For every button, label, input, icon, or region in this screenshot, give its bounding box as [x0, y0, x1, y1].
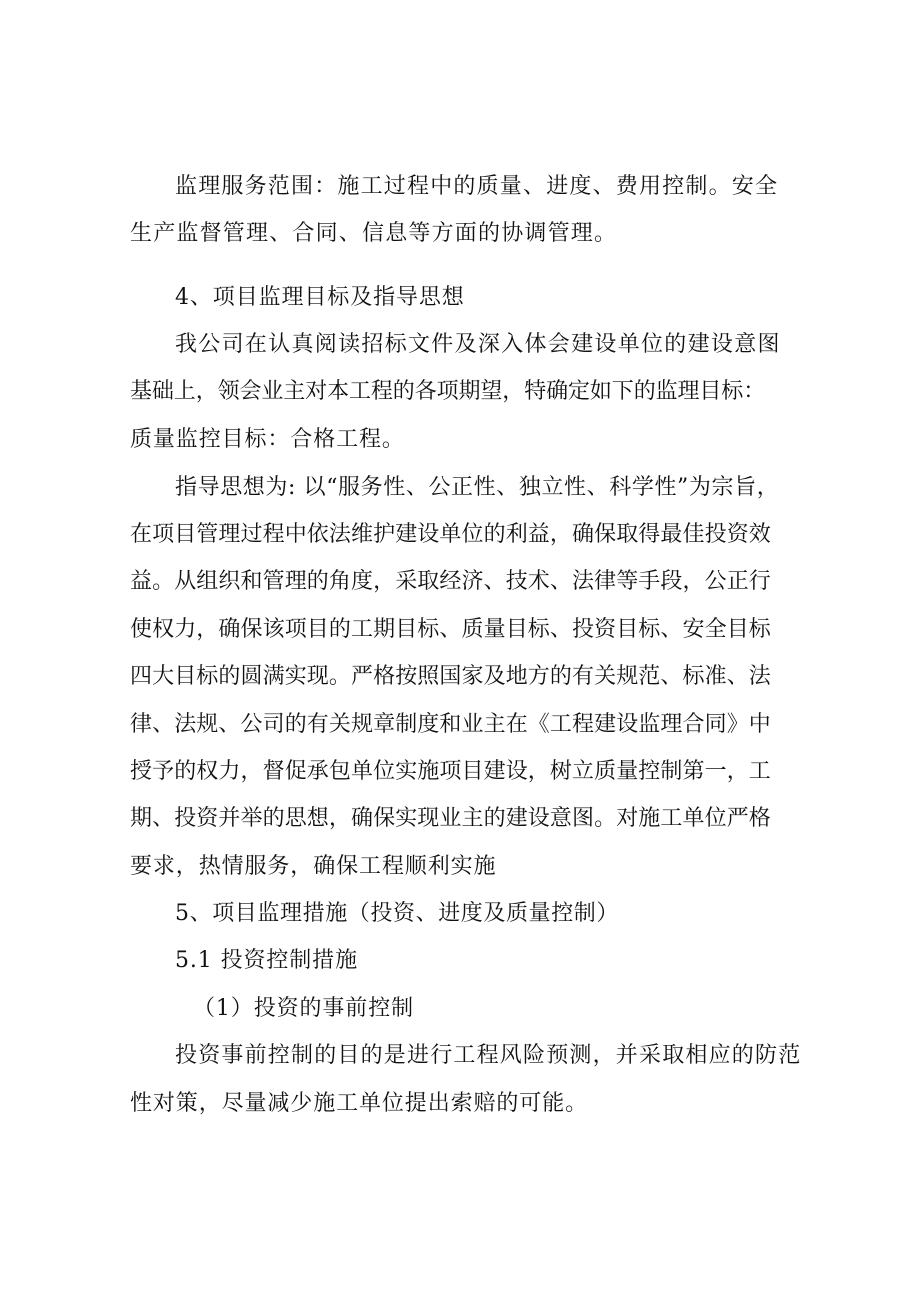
paragraph-line: 益。从组织和管理的角度，采取经济、技术、法律等手段，公正行	[130, 569, 771, 594]
subsection-heading: 5.1 投资控制措施	[175, 948, 358, 973]
paragraph-line: 期、投资并举的思想，确保实现业主的建设意图。对施工单位严格	[130, 806, 771, 831]
paragraph-line: 基础上，领会业主对本工程的各项期望，特确定如下的监理目标：	[130, 379, 766, 404]
paragraph-line: 性对策，尽量减少施工单位提出索赔的可能。	[130, 1091, 589, 1116]
section-heading: 4、项目监理目标及指导思想	[175, 285, 465, 310]
paragraph-line: 监理服务范围：施工过程中的质量、进度、费用控制。安全	[175, 174, 779, 199]
paragraph-line: 四大目标的圆满实现。严格按照国家及地方的有关规范、标准、法	[130, 664, 771, 689]
paragraph-line: 投资事前控制的目的是进行工程风险预测，并采取相应的防范	[175, 1043, 802, 1068]
item-heading: （1）投资的事前控制	[193, 996, 414, 1021]
paragraph-line: 授予的权力，督促承包单位实施项目建设，树立质量控制第一，工	[130, 759, 771, 784]
paragraph-line: 律、法规、公司的有关规章制度和业主在《工程建设监理合同》中	[130, 712, 771, 737]
paragraph-line: 质量监控目标：合格工程。	[130, 427, 405, 452]
section-heading: 5、项目监理措施（投资、进度及质量控制）	[175, 901, 619, 926]
paragraph-line: 在项目管理过程中依法维护建设单位的利益，确保取得最佳投资效	[130, 522, 771, 547]
paragraph-line: 生产监督管理、合同、信息等方面的协调管理。	[130, 221, 618, 246]
paragraph-line: 指导思想为: 以“服务性、公正性、独立性、科学性”为宗旨，	[175, 475, 780, 500]
paragraph-line: 要求，热情服务，确保工程顺利实施	[130, 854, 497, 879]
paragraph-line: 我公司在认真阅读招标文件及深入体会建设单位的建设意图	[175, 332, 781, 357]
paragraph-line: 使权力，确保该项目的工期目标、质量目标、投资目标、安全目标	[130, 617, 771, 642]
